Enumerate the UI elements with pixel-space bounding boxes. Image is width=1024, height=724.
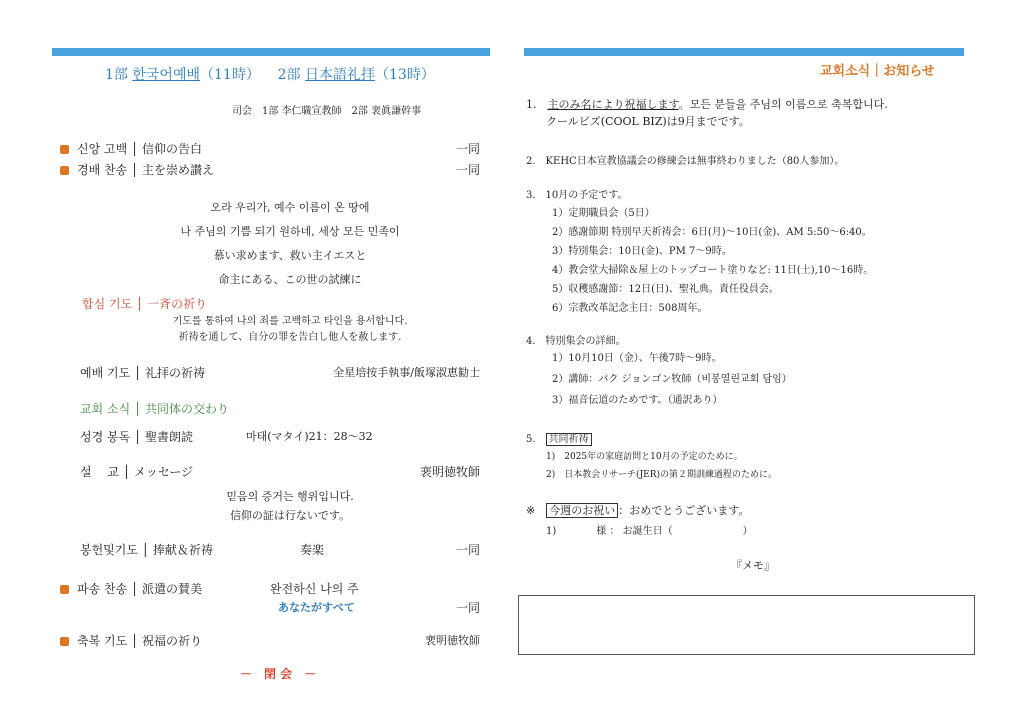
- sermon-title: 믿음의 증거는 행위입니다. 信仰の証は行ないです。: [226, 490, 354, 522]
- notice-2: 2. KEHC日本宣教協議会の修練会は無事終わりました（80人参加）。: [526, 156, 845, 167]
- birthday-line: 1) 様 ： お誕生日（ ）: [546, 526, 753, 537]
- notice-4-list: 1）10月10日（金）、午後7時～9時。 2）講師：パク ジョンゴン牧師（비봉열린교회 담임） 3）福音伝道のためです。（通訳あり）: [552, 353, 792, 406]
- church-news-heading: 교회 소식 │ 共同体の交わり: [80, 402, 230, 416]
- notice-3: 3. 10月の予定です。: [526, 190, 628, 201]
- praise-lyrics: 오라 우리가, 예수 이름이 온 땅에 나 주님의 기쁨 되기 원하네, 세상 모든 민족이 慕い求めます、救い主イエスと 命主にある、この世の試練に: [180, 201, 400, 286]
- service-title: 1部 한국어예배（11時） 2部 日本語礼拝（13時）: [105, 67, 435, 83]
- left-header-bar: [52, 48, 490, 56]
- orange-bullet-icon: [60, 637, 69, 646]
- orange-bullet-icon: [60, 166, 69, 175]
- notice-3-list: 1）定期職員会（5日） 2）感謝節期 特別早天祈祷会：6日(月)～10日(金)、AM 5:50～6:40。 3）特別集会：10日(金)、PM 7～9時。 4）教会堂大掃除＆屋上のトップコート塗りなど: 11日(土),10～16時。 5）収穫感謝節：12日(日)、聖礼典。責任役員会。 6）宗教改革記念主日：508周年。: [552, 208, 874, 314]
- notice-5: 5. 共同祈祷: [526, 430, 592, 445]
- closing-mark: － 閉 会 －: [240, 667, 317, 681]
- orange-bullet-icon: [60, 145, 69, 154]
- notice-5-list: 1) 2025年の家庭訪問と10月の予定のために。 2) 日本教会リサーチ(JER)の第２期訓練過程のために。: [546, 452, 778, 480]
- unison-prayer-text: 기도를 통하여 나의 죄를 고백하고 타인을 용서합니다. 祈祷を通して、自分の罪を告白し他人を赦します.: [172, 316, 408, 343]
- right-header-bar: [524, 48, 964, 56]
- officiant-line: 司会 1部 李仁職宣教師 2部 裵眞謙幹事: [232, 106, 422, 117]
- notice-1: 1. 主のみ名により祝福します。모든 분들을 주님의 이름으로 축복합니다. クールビズ(COOL BIZ)は9月までです。: [526, 98, 888, 128]
- news-header: 교회소식｜お知らせ: [820, 64, 935, 79]
- notice-4: 4. 特別集会の詳細。: [526, 336, 626, 347]
- unison-prayer-heading: 합심 기도 │ 一斉の祈り: [82, 297, 208, 311]
- memo-box[interactable]: [518, 595, 975, 655]
- orange-bullet-icon: [60, 585, 69, 594]
- memo-label: 『メモ』: [731, 559, 775, 572]
- celebration-line: ※ 今週のお祝い ：おめでとうございます。: [526, 504, 750, 517]
